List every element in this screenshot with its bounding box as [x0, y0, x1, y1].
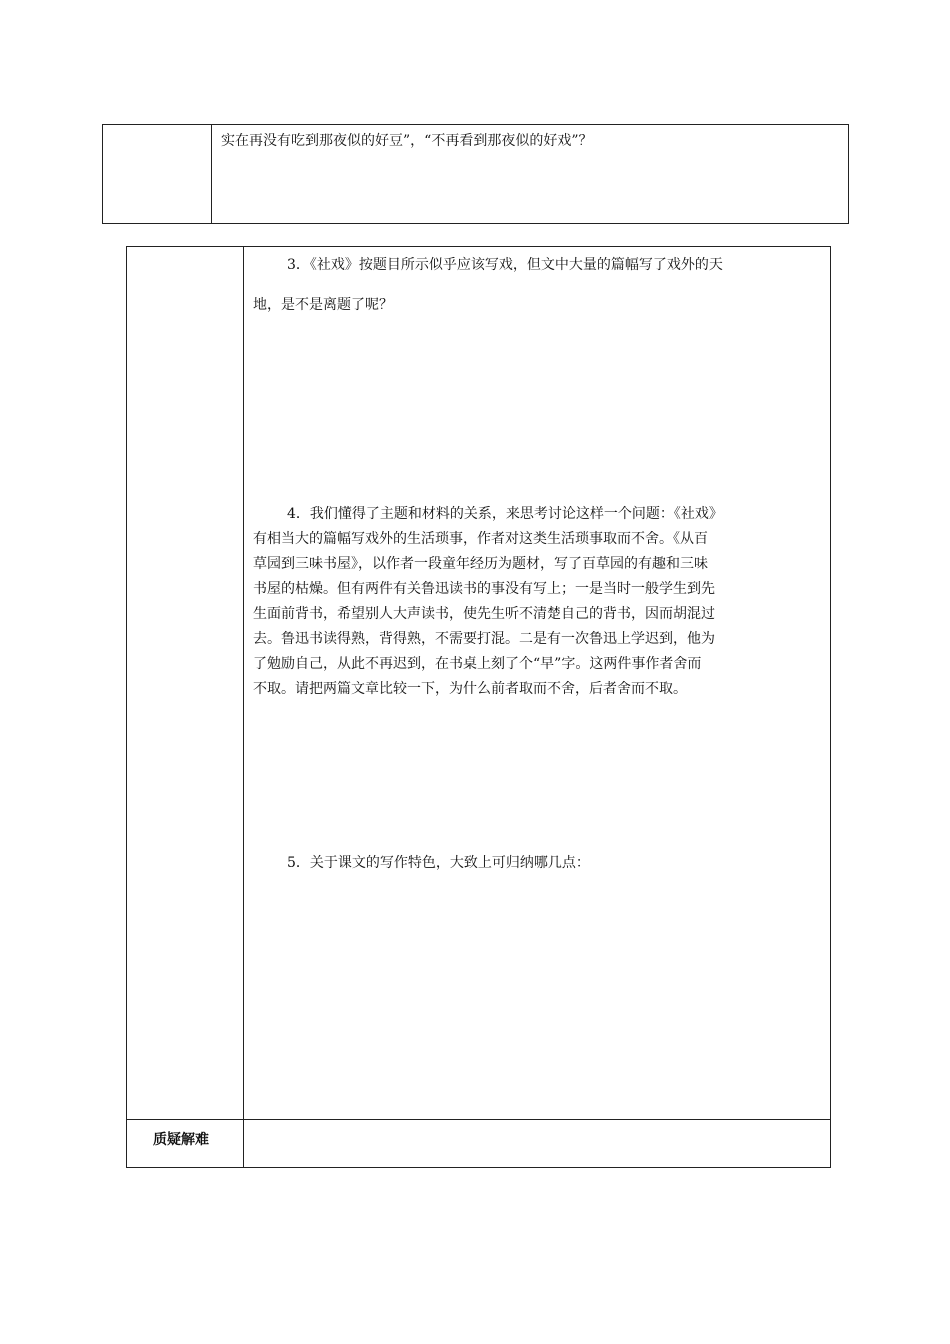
question-4-line: 有相当大的篇幅写戏外的生活琐事，作者对这类生活琐事取而不舍。《从百 — [253, 531, 708, 547]
question-5: 5．关于课文的写作特色，大致上可归纳哪几点： — [287, 855, 590, 871]
question-4 — [253, 502, 827, 702]
question-3-line-1: 3．《社戏》按题目所示似乎应该写戏，但文中大量的篇幅写了戏外的天 — [287, 257, 723, 273]
question-4-line: 4．我们懂得了主题和材料的关系，来思考讨论这样一个问题：《社戏》 — [287, 506, 723, 522]
table-column-divider — [211, 125, 212, 223]
table-questions — [126, 246, 831, 1168]
question-3-line-2: 地，是不是离题了呢？ — [253, 297, 393, 313]
table-continuation — [102, 124, 849, 224]
question-4-line: 书屋的枯燥。但有两件有关鲁迅读书的事没有写上；一是当时一般学生到先 — [253, 581, 715, 597]
question-4-line: 草园到三味书屋》，以作者一段童年经历为题材，写了百草园的有趣和三味 — [253, 556, 708, 572]
question-4-line: 去。鲁迅书读得熟，背得熟，不需要打混。二是有一次鲁迅上学迟到，他为 — [253, 631, 715, 647]
continuation-text: 实在再没有吃到那夜似的好豆”，“不再看到那夜似的好戏”？ — [221, 133, 593, 149]
table-row-divider — [127, 1119, 830, 1120]
table-column-divider — [243, 247, 244, 1167]
bottom-row-label: 质疑解难 — [153, 1132, 209, 1148]
question-4-line: 了勉励自己，从此不再迟到，在书桌上刻了个“早”字。这两件事作者舍而 — [253, 656, 702, 672]
question-4-line: 不取。请把两篇文章比较一下，为什么前者取而不舍，后者舍而不取。 — [253, 681, 687, 697]
question-4-line: 生面前背书，希望别人大声读书，使先生听不清楚自己的背书，因而胡混过 — [253, 606, 715, 622]
